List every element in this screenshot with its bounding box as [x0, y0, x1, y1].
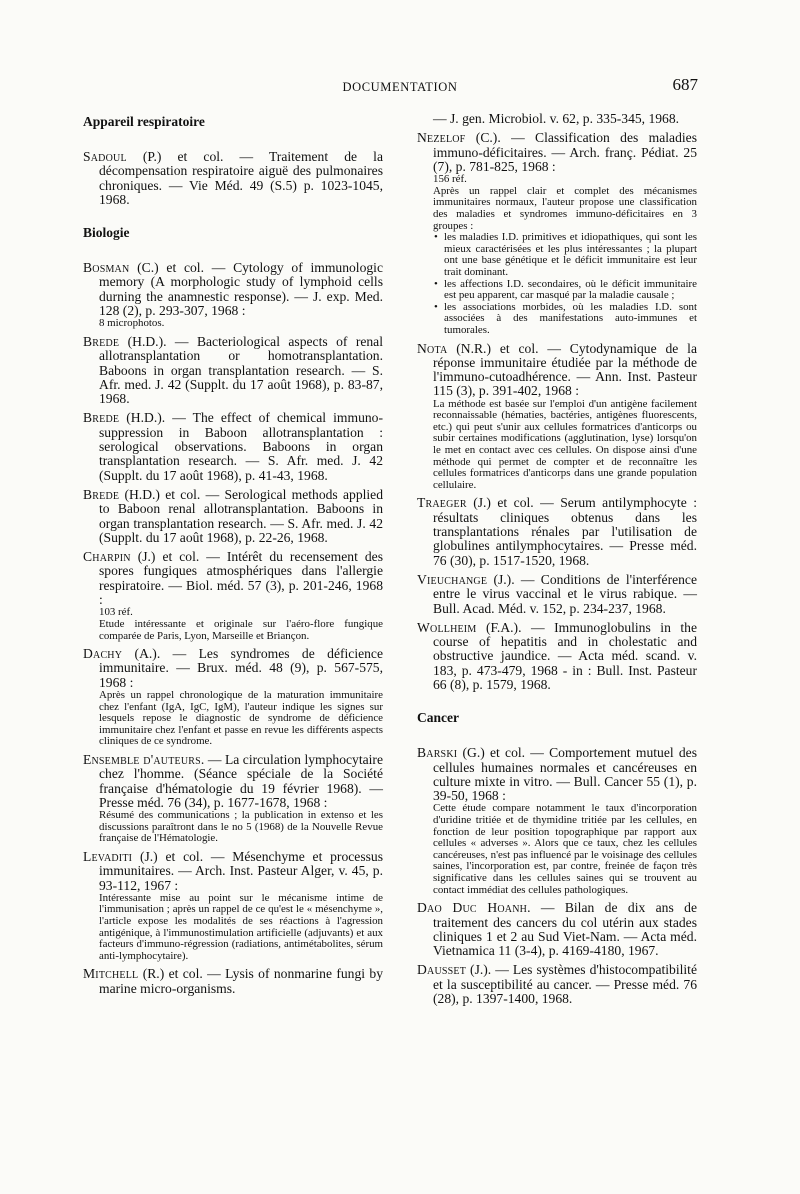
citation-author: Brede: [83, 410, 120, 426]
section-heading: Cancer: [417, 710, 459, 726]
citation-note: Après un rappel chronologique de la maturation immunitaire chez l'enfant (IgA, IgC, IgM), l'auteur indique les signes sur lesquels repose le diagnostic de syndrome de déficience immunitaire chez l'enfant et passe en revue les différents aspects cliniques de ce syndrome.: [99, 688, 383, 748]
citation-entry: [417, 963, 697, 1006]
citation-body: (J.). — Les systèmes d'histocompatibilité et la susceptibilité au cancer. — Presse méd. 76 (28), p. 1397-1400, 1968.: [433, 962, 697, 1007]
citation-note: Après un rappel clair et complet des mécanismes immunitaires normaux, l'auteur propose une classification des maladies et syndromes immuno-déficitaires en 3 groupes :: [433, 184, 697, 232]
citation-entry: [83, 411, 383, 482]
citation-author: Vieuchange: [417, 571, 488, 587]
citation-body: (H.D.) et col. — Serological methods applied to Baboon renal allotransplantation. Baboons in organ transplantation research. — S. Afr. med. J. 42 (Supplt. du 17 août 1968), p. 22-26, 1968.: [99, 486, 383, 545]
citation-author: Sadoul: [83, 149, 127, 164]
citation-author: Barski: [417, 745, 458, 761]
citation-entry: [83, 753, 383, 845]
citation-text: [83, 335, 383, 406]
citation-body: (C.) et col. — Cytology of immunologic memory (A morphologic study of lymphoid cells durning the anamnestic response). — J. exp. Med. 128 (2), p. 293-307, 1968 :: [99, 260, 383, 319]
citation-text: [83, 647, 383, 690]
citation-text: [417, 131, 697, 174]
citation-entry: [83, 150, 383, 207]
citation-body: . — Bilan de dix ans de traitement des cancers du col utérin aux stades cliniques 1 et 2 au Sud Viet-Nam. — Acta méd. Vietnamica 11 (3-4), p. 4169-4180, 1967.: [433, 900, 697, 959]
citation-text: [83, 753, 383, 810]
citation-body: (J.) et col. — Serum antilymphocyte : résultats cliniques obtenus dans les transplantations rénales par l'utilisation de globulines antilymphocytaires. — Presse méd. 76 (30), p. 1517-1520, 1968.: [433, 495, 697, 568]
citation-author: Brede: [83, 333, 120, 349]
citation-author: Levaditi: [83, 848, 133, 864]
citation-text: [417, 621, 697, 692]
citation-entry: [417, 746, 697, 896]
citation-entry: [83, 647, 383, 748]
citation-entry: [417, 621, 697, 692]
citation-body: (A.). — Les syndromes de déficience immunitaire. — Brux. méd. 48 (9), p. 567-575, 1968 :: [99, 646, 383, 690]
citation-author: Charpin: [83, 549, 131, 565]
citation-body: (H.D.). — The effect of chemical immuno-suppression in Baboon allotransplantation : serological observations. Baboons in organ transplantation research. — S. Afr. med. J. 42 (Supplt. du 17 août 1968), p. 41-43, 1968.: [99, 410, 383, 483]
citation-body: (C.). — Classification des maladies immuno-déficitaires. — Arch. franç. Pédiat. 25 (7), p. 781-825, 1968 :: [433, 130, 697, 174]
page-number: 687: [672, 75, 698, 94]
citation-entry: [83, 488, 383, 545]
citation-body: (J.). — Conditions de l'interférence entre le virus vaccinal et le virus rabique. — Bull. Acad. Méd. v. 152, p. 234-237, 1968.: [433, 571, 697, 616]
citation-body: . — La circulation lymphocytaire chez l'homme. (Séance spéciale de la Société française d'hématologie du 19 février 1968). — Presse méd. 76 (34), p. 1677-1678, 1968 :: [99, 751, 383, 810]
page-header: [0, 75, 800, 100]
citation-entry: [83, 261, 383, 330]
citation-author: Dao Duc Hoanh: [417, 900, 528, 916]
citation-text: [83, 261, 383, 318]
citation-text: [83, 850, 383, 893]
citation-note: 8 microphotos.: [99, 317, 165, 330]
citation-entry: [83, 335, 383, 406]
citation-author: Dachy: [83, 646, 123, 662]
citation-entry: [83, 967, 383, 996]
citation-note: Intéressante mise au point sur le mécanisme intime de l'immunisation ; après un rappel de ce qu'est le « mésenchyme », l'article expose les modalités de ses réactions à l'agression antigénique, à l'immunostimulation artificielle (adjuvants) et aux facteurs d'immuno-régression (radiations, antimétabolites, sérum anti-lymphocytaire).: [99, 891, 383, 962]
citation-author: Dausset: [417, 962, 467, 978]
citation-body: (J.) et col. — Intérêt du recensement des spores fungiques atmosphériques dans l'allergie respiratoire. — Biol. méd. 57 (3), p. 201-246, 1968 :: [99, 549, 383, 608]
citation-body: (F.A.). — Immunoglobulins in the course of hepatitis and in cholestatic and obstructive jaundice. — Acta méd. scand. v. 183, p. 473-479, 1968 - in : Bull. Inst. Pasteur 66 (8), p. 1579, 1968.: [433, 619, 697, 692]
citation-body: (H.D.). — Bacteriological aspects of renal allotransplantation or homotransplantation. Baboons in organ transplantation research. — S. Afr. med. J. 42 (Supplt. du 17 août 1968), p. 83-87, 1968.: [99, 333, 383, 407]
citation-text: [417, 342, 697, 399]
citation-author: Mitchell: [83, 966, 139, 982]
classification-list: [433, 232, 697, 336]
citation-text: [83, 411, 383, 482]
citation-note-ref: 103 réf.: [99, 606, 133, 619]
running-title: DOCUMENTATION: [342, 80, 458, 94]
citation-entry: [417, 573, 697, 616]
right-column: [417, 112, 697, 1011]
section-heading: Appareil respiratoire: [83, 114, 205, 129]
citation-text: [417, 963, 697, 1006]
citation-text: [417, 901, 697, 958]
citation-entry: [417, 131, 697, 336]
citation-continuation: — J. gen. Microbiol. v. 62, p. 335-345, 1968.: [433, 111, 680, 126]
citation-entry: [417, 496, 697, 567]
citation-text: [417, 573, 697, 616]
citation-entry: [417, 901, 697, 958]
citation-note-ref: 156 réf.: [433, 173, 467, 186]
citation-author: Nezelof: [417, 130, 466, 146]
citation-text: [83, 150, 383, 207]
citation-text: [83, 967, 383, 996]
citation-entry: [417, 112, 697, 126]
citation-body: (P.) et col. — Traitement de la décompensation respiratoire aiguë des pulmonaires chroniques. — Vie Méd. 49 (S.5) p. 1023-1045, 1968.: [99, 149, 383, 207]
citation-author: Bosman: [83, 260, 130, 276]
citation-entry: [83, 550, 383, 642]
list-item: • les associations morbides, où les maladies I.D. sont associées à des manifestations auto-immunes et tumorales.: [434, 300, 697, 336]
citation-text: [83, 550, 383, 607]
citation-text: [417, 746, 697, 803]
citation-entry: [417, 342, 697, 492]
list-item: • les affections I.D. secondaires, où le déficit immunitaire est peu apparent, car masqué par la maladie causale ;: [434, 277, 697, 302]
list-item: • les maladies I.D. primitives et idiopathiques, qui sont les mieux caractérisées et les plus intéressantes ; la plupart ont une base génétique et le déficit immunitaire est leur trait dominant.: [434, 231, 697, 278]
citation-author: Traeger: [417, 495, 467, 511]
section-heading: Biologie: [83, 225, 130, 241]
citation-body: (N.R.) et col. — Cytodynamique de la réponse immunitaire étudiée par la méthode de l'immuno-cutoadhérence. — Ann. Inst. Pasteur 115 (3), p. 391-402, 1968 :: [433, 340, 697, 399]
citation-text: [417, 496, 697, 567]
citation-body: (R.) et col. — Lysis of nonmarine fungi by marine micro-organisms.: [99, 966, 383, 996]
left-column: [83, 112, 383, 1001]
citation-author: Ensemble d'auteurs: [83, 751, 201, 767]
citation-note: La méthode est basée sur l'emploi d'un antigène facilement reconnaissable (hématies, bactéries, antigènes fluorescents, etc.) qui peut s'unir aux cellules formatrices d'anticorps ou subir certaines modifications (agglutination, lyse) lorsqu'on le met en contact avec ces cellules. On dispose ainsi d'une méthode qui permet de compter et de reconnaître les cellules formatrices d'anticorps dans une grande population cellulaire.: [433, 397, 697, 491]
citation-text: [83, 488, 383, 545]
citation-entry: [83, 850, 383, 962]
citation-author: Wollheim: [417, 619, 477, 635]
citation-note: Résumé des communications ; la publication in extenso et les discussions paraîtront dans le no 5 (1968) de la Nouvelle Revue française de l'Hématologie.: [99, 809, 383, 845]
citation-author: Brede: [83, 486, 120, 502]
citation-body: (J.) et col. — Mésenchyme et processus immunitaires. — Arch. Inst. Pasteur Alger, v. 45, p. 93-112, 1967 :: [99, 848, 383, 893]
citation-author: Nota: [417, 340, 448, 356]
citation-body: (G.) et col. — Comportement mutuel des cellules humaines normales et cancéreuses en culture mixte in vitro. — Bull. Cancer 55 (1), p. 39-50, 1968 :: [433, 745, 697, 804]
citation-note: Cette étude compare notamment le taux d'incorporation d'uridine tritiée et de thymidine tritiée par les cellules, en fonction de leur position topographique par rapport aux cellules « adverses ». Alors que ce taux, chez les cellules cancéreuses, n'est pas influencé par le voisinage des cellules saines, l'incorporation est, par contre, freinée de façon très significative dans les cellules saines qui se trouvent au contact immédiat des cellules pathologiques.: [433, 802, 697, 896]
citation-note: Etude intéressante et originale sur l'aéro-flore fungique comparée de Paris, Lyon, Marseille et Briançon.: [99, 617, 383, 642]
